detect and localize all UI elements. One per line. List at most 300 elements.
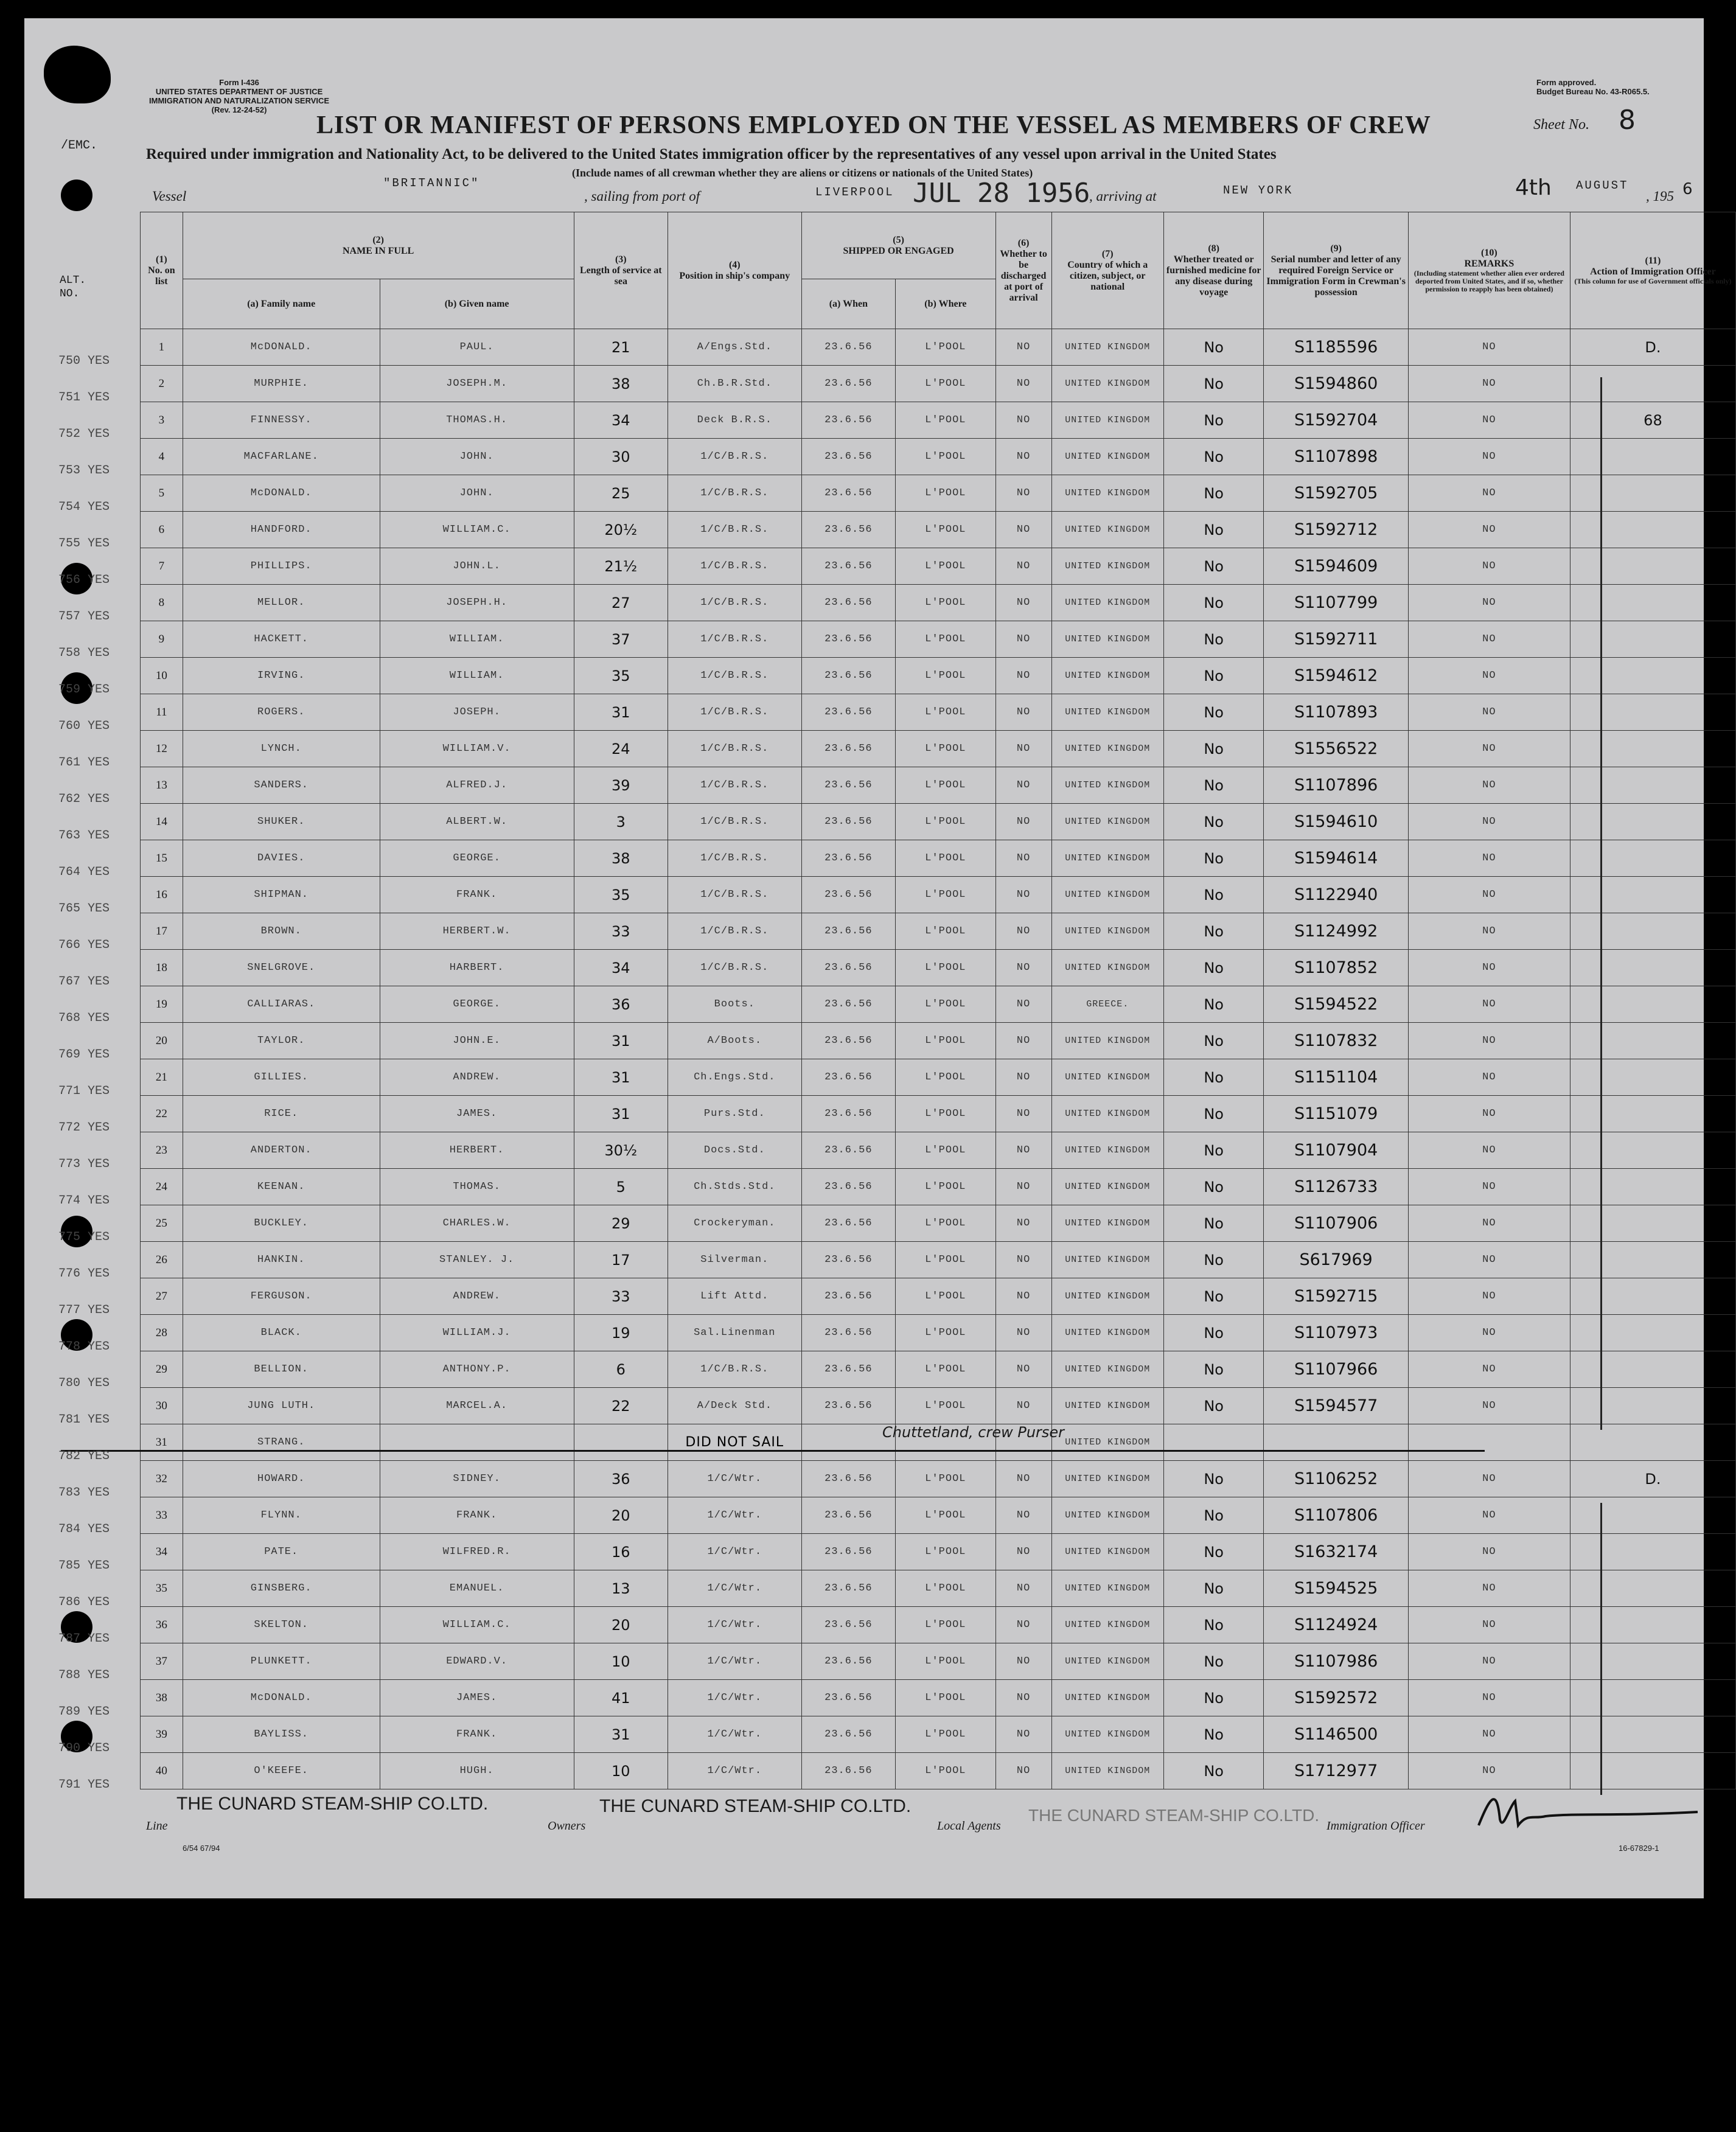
given-name: EMANUEL. — [380, 1570, 574, 1607]
position: A/Engs.Std. — [668, 329, 802, 366]
serial-number: S1592572 — [1264, 1680, 1408, 1716]
col-serial-header — [1264, 212, 1408, 329]
country: UNITED KINGDOM — [1051, 1680, 1163, 1716]
print-code-left: 6/54 67/94 — [183, 1844, 220, 1853]
country: UNITED KINGDOM — [1051, 1351, 1163, 1388]
remarks: NO — [1408, 621, 1570, 658]
shipped-date: 23.6.56 — [801, 1388, 896, 1424]
serial-number: S1107973 — [1264, 1315, 1408, 1351]
officer-action — [1570, 621, 1735, 658]
table-row — [141, 1023, 1736, 1059]
alt-number: 756 YES — [58, 573, 110, 587]
family-name: McDONALD. — [183, 1680, 380, 1716]
discharge-flag: NO — [995, 512, 1051, 548]
treated-flag: No — [1163, 1132, 1263, 1169]
print-code-right: 16-67829-1 — [1619, 1844, 1659, 1853]
given-name: JOSEPH.H. — [380, 585, 574, 621]
discharge-flag: NO — [995, 694, 1051, 731]
officer-action — [1570, 1132, 1735, 1169]
country: UNITED KINGDOM — [1051, 1205, 1163, 1242]
family-name: STRANG. — [183, 1424, 380, 1461]
shipped-port: L'POOL — [896, 1205, 995, 1242]
vessel-name: "BRITANNIC" — [383, 176, 480, 190]
alt-number: 783 YES — [58, 1486, 110, 1500]
position: 1/C/B.R.S. — [668, 694, 802, 731]
officer-action — [1570, 804, 1735, 840]
service-length: 39 — [574, 767, 668, 804]
table-row — [141, 1716, 1736, 1753]
shipped-port: L'POOL — [896, 877, 995, 913]
given-name: ANTHONY.P. — [380, 1351, 574, 1388]
family-name: FINNESSY. — [183, 402, 380, 439]
vessel-label: Vessel — [152, 189, 187, 204]
officer-action — [1570, 585, 1735, 621]
shipped-date: 23.6.56 — [801, 366, 896, 402]
table-row — [141, 1278, 1736, 1315]
officer-label: Immigration Officer — [1326, 1819, 1425, 1833]
discharge-flag: NO — [995, 986, 1051, 1023]
position: 1/C/B.R.S. — [668, 475, 802, 512]
row-number: 5 — [141, 475, 183, 512]
sheet-number: 8 — [1619, 105, 1636, 136]
revision: (Rev. 12-24-52) — [211, 105, 267, 114]
serial-number: S1632174 — [1264, 1534, 1408, 1570]
country: UNITED KINGDOM — [1051, 913, 1163, 950]
remarks: NO — [1408, 767, 1570, 804]
country: UNITED KINGDOM — [1051, 402, 1163, 439]
country: UNITED KINGDOM — [1051, 512, 1163, 548]
given-name: ALBERT.W. — [380, 804, 574, 840]
family-name: PHILLIPS. — [183, 548, 380, 585]
line-label: Line — [146, 1819, 168, 1833]
discharge-flag: NO — [995, 840, 1051, 877]
table-row — [141, 1607, 1736, 1643]
table-row — [141, 731, 1736, 767]
col-number: (6) — [1017, 237, 1030, 248]
alt-number: 788 YES — [58, 1668, 110, 1682]
remarks: NO — [1408, 1096, 1570, 1132]
discharge-flag: NO — [995, 804, 1051, 840]
family-name: BAYLISS. — [183, 1716, 380, 1753]
discharge-flag: NO — [995, 1570, 1051, 1607]
remarks: NO — [1408, 1205, 1570, 1242]
shipped-date: 23.6.56 — [801, 1059, 896, 1096]
given-name: SIDNEY. — [380, 1461, 574, 1497]
col-title: SHIPPED OR ENGAGED — [843, 245, 954, 256]
position: Ch.Engs.Std. — [668, 1059, 802, 1096]
table-row — [141, 1205, 1736, 1242]
given-name: WILLIAM. — [380, 621, 574, 658]
family-name: IRVING. — [183, 658, 380, 694]
country: UNITED KINGDOM — [1051, 1497, 1163, 1534]
col-number: (1) — [156, 254, 167, 265]
shipped-date: 23.6.56 — [801, 840, 896, 877]
col-title: Action of Immigration Officer — [1590, 266, 1716, 277]
shipped-port: L'POOL — [896, 1680, 995, 1716]
family-name: BELLION. — [183, 1351, 380, 1388]
shipped-date: 23.6.56 — [801, 1096, 896, 1132]
table-row — [141, 1059, 1736, 1096]
table-row — [141, 694, 1736, 731]
discharge-flag: NO — [995, 1461, 1051, 1497]
owners-stamp: THE CUNARD STEAM-SHIP CO.LTD. — [599, 1796, 912, 1816]
arriving-label: , arriving at — [1089, 189, 1157, 204]
country: UNITED KINGDOM — [1051, 1388, 1163, 1424]
alt-number: 760 YES — [58, 719, 110, 733]
serial-number: S1124992 — [1264, 913, 1408, 950]
family-name: PATE. — [183, 1534, 380, 1570]
row-number: 18 — [141, 950, 183, 986]
col-discharge-header — [995, 212, 1051, 329]
shipped-date: 23.6.56 — [801, 548, 896, 585]
shipped-date: 23.6.56 — [801, 1169, 896, 1205]
shipped-date: 23.6.56 — [801, 621, 896, 658]
col-title: Position in ship's company — [679, 270, 790, 281]
service-name: IMMIGRATION AND NATURALIZATION SERVICE — [149, 96, 330, 105]
service-length: 20 — [574, 1607, 668, 1643]
treated-flag: No — [1163, 840, 1263, 877]
col-action-header — [1570, 212, 1735, 329]
shipped-port: L'POOL — [896, 1753, 995, 1789]
officer-action — [1570, 1205, 1735, 1242]
officer-action: 68 — [1570, 402, 1735, 439]
shipped-port: L'POOL — [896, 840, 995, 877]
shipped-port: L'POOL — [896, 548, 995, 585]
given-name: PAUL. — [380, 329, 574, 366]
col-number: (4) — [728, 259, 741, 270]
treated-flag: No — [1163, 1461, 1263, 1497]
discharge-flag: NO — [995, 877, 1051, 913]
shipped-date: 23.6.56 — [801, 1023, 896, 1059]
action-bracket-line — [1600, 377, 1602, 1430]
row-number: 31 — [141, 1424, 183, 1461]
treated-flag: No — [1163, 731, 1263, 767]
treated-flag: No — [1163, 1278, 1263, 1315]
given-name: JOHN. — [380, 439, 574, 475]
remarks: NO — [1408, 1570, 1570, 1607]
given-name: JOHN.E. — [380, 1023, 574, 1059]
shipped-date: 23.6.56 — [801, 1278, 896, 1315]
service-length: 41 — [574, 1680, 668, 1716]
given-name: ALFRED.J. — [380, 767, 574, 804]
remarks: NO — [1408, 1169, 1570, 1205]
shipped-port: L'POOL — [896, 1132, 995, 1169]
remarks: NO — [1408, 1607, 1570, 1643]
position: Ch.Stds.Std. — [668, 1169, 802, 1205]
position: A/Deck Std. — [668, 1388, 802, 1424]
arrival-month: AUGUST — [1576, 179, 1629, 192]
owners-label: Owners — [548, 1819, 586, 1833]
row-number: 34 — [141, 1534, 183, 1570]
service-length: 35 — [574, 658, 668, 694]
given-name: JAMES. — [380, 1096, 574, 1132]
family-name: SNELGROVE. — [183, 950, 380, 986]
officer-action — [1570, 731, 1735, 767]
table-row — [141, 585, 1736, 621]
treated-flag: No — [1163, 1242, 1263, 1278]
where-header: (b) Where — [896, 279, 995, 329]
row-number: 30 — [141, 1388, 183, 1424]
row-number: 14 — [141, 804, 183, 840]
given-name: HERBERT.W. — [380, 913, 574, 950]
family-name: SANDERS. — [183, 767, 380, 804]
year-digit: 6 — [1682, 180, 1693, 198]
alt-number: 750 YES — [58, 354, 110, 368]
given-name: WILLIAM.V. — [380, 731, 574, 767]
shipped-port: L'POOL — [896, 475, 995, 512]
shipped-date: 23.6.56 — [801, 986, 896, 1023]
row-number: 4 — [141, 439, 183, 475]
country: UNITED KINGDOM — [1051, 658, 1163, 694]
country: UNITED KINGDOM — [1051, 366, 1163, 402]
alt-number: 786 YES — [58, 1595, 110, 1609]
position: Sal.Linenman — [668, 1315, 802, 1351]
alt-number: 765 YES — [58, 902, 110, 916]
serial-number: S1185596 — [1264, 329, 1408, 366]
row-number: 19 — [141, 986, 183, 1023]
did-not-sail-note: Chuttetland, crew Purser — [882, 1424, 1065, 1441]
col-service-header — [574, 212, 668, 329]
discharge-flag: NO — [995, 1607, 1051, 1643]
row-number: 40 — [141, 1753, 183, 1789]
table-row — [141, 1570, 1736, 1607]
discharge-flag: NO — [995, 950, 1051, 986]
remarks: NO — [1408, 1388, 1570, 1424]
serial-number: S1122940 — [1264, 877, 1408, 913]
alt-number: 755 YES — [58, 537, 110, 551]
position: 1/C/Wtr. — [668, 1643, 802, 1680]
officer-action — [1570, 1278, 1735, 1315]
shipped-port: L'POOL — [896, 366, 995, 402]
given-name: WILLIAM.J. — [380, 1315, 574, 1351]
shipped-date: 23.6.56 — [801, 512, 896, 548]
shipped-port: L'POOL — [896, 804, 995, 840]
family-name-header: (a) Family name — [183, 279, 380, 329]
alt-number: 761 YES — [58, 756, 110, 770]
officer-action — [1570, 366, 1735, 402]
service-length: 31 — [574, 1096, 668, 1132]
officer-action — [1570, 1570, 1735, 1607]
serial-number: S1107799 — [1264, 585, 1408, 621]
serial-number: S1594609 — [1264, 548, 1408, 585]
position: 1/C/B.R.S. — [668, 621, 802, 658]
shipped-date: 23.6.56 — [801, 402, 896, 439]
shipped-date: 23.6.56 — [801, 329, 896, 366]
country: UNITED KINGDOM — [1051, 950, 1163, 986]
serial-number: S1594522 — [1264, 986, 1408, 1023]
table-row — [141, 1643, 1736, 1680]
col-title: Whether treated or furnished medicine for any disease during voyage — [1166, 254, 1261, 298]
table-row — [141, 548, 1736, 585]
given-name: JOHN.L. — [380, 548, 574, 585]
family-name: GILLIES. — [183, 1059, 380, 1096]
treated-flag: No — [1163, 1534, 1263, 1570]
serial-number: S1106252 — [1264, 1461, 1408, 1497]
table-row — [141, 1351, 1736, 1388]
alt-number: 773 YES — [58, 1157, 110, 1171]
position: 1/C/B.R.S. — [668, 767, 802, 804]
shipped-date: 23.6.56 — [801, 1242, 896, 1278]
given-name: JAMES. — [380, 1680, 574, 1716]
family-name: JUNG LUTH. — [183, 1388, 380, 1424]
service-length: 38 — [574, 366, 668, 402]
position: 1/C/B.R.S. — [668, 658, 802, 694]
discharge-flag: NO — [995, 1278, 1051, 1315]
shipped-date: 23.6.56 — [801, 1570, 896, 1607]
table-row — [141, 1388, 1736, 1424]
family-name: HANKIN. — [183, 1242, 380, 1278]
remarks: NO — [1408, 1278, 1570, 1315]
country: UNITED KINGDOM — [1051, 1461, 1163, 1497]
alt-number: 758 YES — [58, 646, 110, 660]
treated-flag: No — [1163, 986, 1263, 1023]
row-number: 11 — [141, 694, 183, 731]
service-length: 21 — [574, 329, 668, 366]
family-name: CALLIARAS. — [183, 986, 380, 1023]
col-number: (7) — [1101, 248, 1114, 259]
serial-number: S1107806 — [1264, 1497, 1408, 1534]
position: Silverman. — [668, 1242, 802, 1278]
given-name: FRANK. — [380, 877, 574, 913]
treated-flag: No — [1163, 913, 1263, 950]
given-name: CHARLES.W. — [380, 1205, 574, 1242]
treated-flag: No — [1163, 1351, 1263, 1388]
given-name: HERBERT. — [380, 1132, 574, 1169]
given-name: GEORGE. — [380, 986, 574, 1023]
serial-number: S1592705 — [1264, 475, 1408, 512]
treated-flag: No — [1163, 1570, 1263, 1607]
country: UNITED KINGDOM — [1051, 585, 1163, 621]
discharge-flag: NO — [995, 475, 1051, 512]
family-name: KEENAN. — [183, 1169, 380, 1205]
service-length: 38 — [574, 840, 668, 877]
given-name: WILLIAM.C. — [380, 1607, 574, 1643]
country: UNITED KINGDOM — [1051, 439, 1163, 475]
shipped-date: 23.6.56 — [801, 1315, 896, 1351]
remarks: NO — [1408, 658, 1570, 694]
treated-flag: No — [1163, 329, 1263, 366]
table-row — [141, 950, 1736, 986]
col-title: Length of service at sea — [579, 265, 662, 287]
shipped-date: 23.6.56 — [801, 1716, 896, 1753]
alt-number: 759 YES — [58, 683, 110, 697]
strike-line — [61, 1450, 1485, 1452]
table-row — [141, 1315, 1736, 1351]
col-title: NAME IN FULL — [342, 245, 414, 256]
col-note: (Including statement whether alien ever ordered deported from United States, and if so, whether permission to reapply has been obtained) — [1414, 269, 1564, 293]
position: 1/C/B.R.S. — [668, 840, 802, 877]
service-length: 3 — [574, 804, 668, 840]
action-bracket-line — [1600, 1503, 1602, 1795]
col-title: REMARKS — [1464, 259, 1515, 269]
service-length: 13 — [574, 1570, 668, 1607]
discharge-flag: NO — [995, 585, 1051, 621]
alt-number: 754 YES — [58, 500, 110, 514]
position: Ch.B.R.Std. — [668, 366, 802, 402]
shipped-port: L'POOL — [896, 402, 995, 439]
officer-action — [1570, 658, 1735, 694]
officer-action — [1570, 986, 1735, 1023]
col-title: Whether to be discharged at port of arrival — [1000, 248, 1047, 303]
discharge-flag: NO — [995, 767, 1051, 804]
position: 1/C/Wtr. — [668, 1680, 802, 1716]
col-number: (11) — [1645, 256, 1661, 266]
alt-number: 768 YES — [58, 1011, 110, 1025]
alt-number: 791 YES — [58, 1778, 110, 1792]
shipped-date: 23.6.56 — [801, 475, 896, 512]
given-name: WILFRED.R. — [380, 1534, 574, 1570]
row-number: 21 — [141, 1059, 183, 1096]
shipped-port: L'POOL — [896, 512, 995, 548]
alt-number: 775 YES — [58, 1230, 110, 1244]
remarks: NO — [1408, 475, 1570, 512]
family-name: ANDERTON. — [183, 1132, 380, 1169]
shipped-port: L'POOL — [896, 1351, 995, 1388]
service-length: 20 — [574, 1497, 668, 1534]
remarks: NO — [1408, 1643, 1570, 1680]
given-name: STANLEY. J. — [380, 1242, 574, 1278]
country: UNITED KINGDOM — [1051, 1169, 1163, 1205]
position: Lift Attd. — [668, 1278, 802, 1315]
discharge-flag: NO — [995, 1643, 1051, 1680]
remarks: NO — [1408, 1132, 1570, 1169]
col-number: (3) — [615, 254, 627, 265]
family-name: PLUNKETT. — [183, 1643, 380, 1680]
service-length: 27 — [574, 585, 668, 621]
discharge-flag: NO — [995, 1716, 1051, 1753]
row-number: 1 — [141, 329, 183, 366]
row-number: 37 — [141, 1643, 183, 1680]
treated-flag: No — [1163, 1716, 1263, 1753]
crew-table — [140, 212, 1736, 1789]
remarks: NO — [1408, 950, 1570, 986]
family-name: ROGERS. — [183, 694, 380, 731]
col-treated-header — [1163, 212, 1263, 329]
row-number: 39 — [141, 1716, 183, 1753]
alt-label: ALT. — [60, 274, 86, 287]
emc-mark: /EMC. — [61, 139, 98, 153]
row-number: 2 — [141, 366, 183, 402]
position: Crockeryman. — [668, 1205, 802, 1242]
alt-number: 772 YES — [58, 1121, 110, 1135]
shipped-port: L'POOL — [896, 1643, 995, 1680]
form-approved: Form approved. — [1536, 78, 1597, 87]
officer-action — [1570, 1059, 1735, 1096]
remarks — [1408, 1424, 1570, 1461]
col-shipped-header — [801, 212, 995, 279]
family-name: MACFARLANE. — [183, 439, 380, 475]
serial-number: S1594860 — [1264, 366, 1408, 402]
treated-flag: No — [1163, 877, 1263, 913]
discharge-flag: NO — [995, 1059, 1051, 1096]
col-number: (9) — [1330, 243, 1342, 254]
family-name: HOWARD. — [183, 1461, 380, 1497]
shipped-date: 23.6.56 — [801, 1607, 896, 1643]
shipped-port: L'POOL — [896, 1242, 995, 1278]
country: GREECE. — [1051, 986, 1163, 1023]
serial-number: S1126733 — [1264, 1169, 1408, 1205]
officer-action — [1570, 950, 1735, 986]
table-row — [141, 1497, 1736, 1534]
shipped-port: L'POOL — [896, 986, 995, 1023]
date-stamp: JUL 28 1956 — [913, 178, 1090, 209]
shipped-date: 23.6.56 — [801, 1643, 896, 1680]
table-row — [141, 1169, 1736, 1205]
treated-flag: No — [1163, 475, 1263, 512]
service-length: 34 — [574, 402, 668, 439]
family-name: TAYLOR. — [183, 1023, 380, 1059]
officer-action — [1570, 1388, 1735, 1424]
